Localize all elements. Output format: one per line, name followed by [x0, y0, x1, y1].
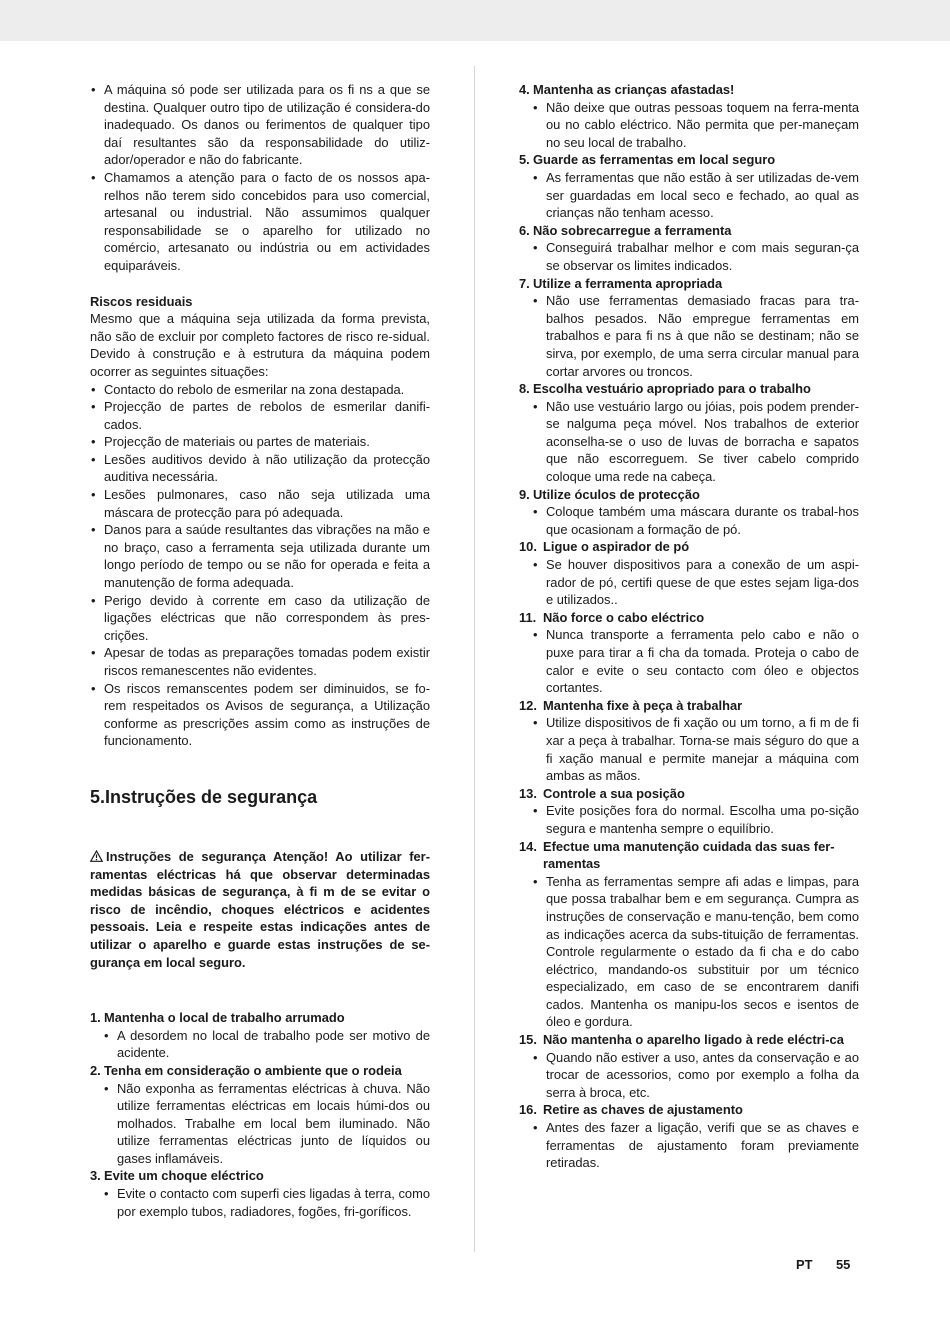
item-title: Não force o cabo eléctrico — [543, 609, 705, 625]
item-bullets — [532, 503, 859, 538]
item-heading — [519, 785, 859, 803]
item-title: Utilize óculos de protecção — [533, 486, 700, 502]
item-heading — [519, 151, 859, 169]
list-item: • A desordem no local de trabalho pode ser motivo de acidente. — [103, 1027, 430, 1062]
item-heading — [519, 697, 859, 715]
list-item: • Danos para a saúde resultantes das vibrações na mão e no braço, caso a ferramenta seja utilizada durante um longo período de tempo ou se não for operada e feita a manutenção de forma adequada. — [90, 521, 430, 591]
item-bullets — [532, 1119, 859, 1172]
item-title: Não mantenha o aparelho ligado à rede eléctri-ca — [543, 1032, 844, 1048]
item-title: Utilize a ferramenta apropriada — [533, 275, 723, 291]
list-item: • Contacto do rebolo de esmerilar na zona destapada. — [90, 381, 430, 399]
warning-triangle-icon — [90, 850, 103, 862]
list-item: • Projecção de materiais ou partes de materiais. — [90, 433, 430, 451]
item-bullets — [532, 169, 859, 222]
item-heading — [519, 275, 859, 293]
list-item: • Não use ferramentas demasiado fracas para tra-balhos pesados. Não empregue ferramentas em trabalhos e para fi ns à que não se destinam; não se sirva, por exemplo, de uma serra circular manual para cortar arvores ou troncos. — [532, 292, 859, 380]
item-number: 5. — [519, 152, 530, 168]
item-number: 13. — [519, 785, 537, 801]
list-item: • Nunca transporte a ferramenta pelo cabo e não o puxe para tirar a fi cha da tomada. Proteja o cabo de calor e evite o seu contacto com óleo e objectos cortantes. — [532, 626, 859, 696]
item-title: Mantenha as crianças afastadas! — [533, 82, 735, 97]
list-item: • Coloque também uma máscara durante os trabal-hos que ocasionam a formação de pó. — [532, 503, 859, 538]
list-item: • Apesar de todas as preparações tomadas podem existir riscos remanescentes não evidentes. — [90, 644, 430, 679]
item-bullets — [532, 873, 859, 1031]
item-heading — [90, 1009, 430, 1027]
item-bullets — [532, 714, 859, 784]
riscos-intro: Mesmo que a máquina seja utilizada da forma prevista, não são de excluir por completo factores de risco re-sidual. Devido à construção e à estrutura da máquina podem ocorrer as seguintes situações: — [90, 311, 430, 379]
list-item: • Projecção de partes de rebolos de esmerilar danifi-cados. — [90, 398, 430, 433]
list-item: • Se houver dispositivos para a conexão de um aspi-rador de pó, certifi quese de que estes sejam liga-dos e utilizados.. — [532, 556, 859, 609]
list-item: • Lesões pulmonares, caso não seja utilizada uma máscara de protecção para pó adequada. — [90, 486, 430, 521]
item-heading — [519, 81, 859, 99]
left-column — [90, 81, 430, 1220]
item-number: 1. — [90, 1010, 101, 1026]
list-item: • Lesões auditivos devido à não utilização da protecção auditiva necessária. — [90, 451, 430, 486]
item-heading — [519, 609, 859, 627]
warning-block — [90, 848, 430, 971]
list-item: • Não exponha as ferramentas eléctricas à chuva. Não utilize ferramentas eléctricas em locais húmi-dos ou molhados. Trabalhe em local bem iluminado. Não utilize ferramentas eléctricas junto de líquidos ou gases inflamáveis. — [103, 1080, 430, 1168]
list-item: • Chamamos a atenção para o facto de os nossos apa-relhos não terem sido concebidos para uso comercial, artesanal ou industrial. Não assumimos qualquer responsabilidade se o aparelho for utilizado no comércio, artesanato ou indústria ou em actividades equiparáveis. — [90, 169, 430, 275]
item-title: Ligue o aspirador de pó — [543, 539, 690, 555]
list-item: • Quando não estiver a uso, antes da conservação e ao trocar de acessorios, como por exemplo a folha da serra à broca, etc. — [532, 1049, 859, 1102]
item-title: Guarde as ferramentas em local seguro — [533, 152, 776, 168]
item-bullets — [532, 556, 859, 609]
item-number: 11. — [519, 609, 537, 625]
item-heading — [519, 222, 859, 240]
item-title: Controle a sua posição — [543, 785, 685, 801]
item-title: Tenha em consideração o ambiente que o rodeia — [104, 1062, 402, 1078]
list-item: • Não use vestuário largo ou jóias, pois podem prender-se nalguma peça móvel. Nos trabalhos de exterior aconselha-se o uso de luvas de borracha e sapatos que não escorreguem. Se tiver cabelo comprido coloque uma rede na cabeça. — [532, 398, 859, 486]
item-heading — [519, 380, 859, 398]
item-number: 9. — [519, 486, 530, 502]
list-item: • Conseguirá trabalhar melhor e com mais seguran-ça se observar os limites indicados. — [532, 239, 859, 274]
item-bullets — [532, 292, 859, 380]
item-number: 6. — [519, 222, 530, 238]
item-number: 16. — [519, 1102, 537, 1118]
item-number: 15. — [519, 1032, 537, 1048]
item-title: Retire as chaves de ajustamento — [543, 1102, 743, 1118]
item-heading — [519, 1031, 859, 1049]
item-title: Efectue uma manutenção cuidada das suas fer-ramentas — [543, 838, 835, 872]
list-item: • Utilize dispositivos de fi xação ou um torno, a fi m de fi xar a peça à trabalhar. Torna-se mais séguro do que a fi xação manual e permite manejar a máquina com ambas as mãos. — [532, 714, 859, 784]
riscos-list — [90, 381, 430, 750]
item-number: 12. — [519, 697, 537, 713]
top-band — [0, 0, 950, 41]
item-title: Não sobrecarregue a ferramenta — [533, 222, 732, 238]
item-number: 4. — [519, 82, 530, 97]
item-number: 7. — [519, 275, 530, 291]
item-bullets — [103, 1185, 430, 1220]
footer-page-number: 55 — [836, 1257, 851, 1272]
item-heading — [519, 486, 859, 504]
right-column — [519, 81, 859, 1172]
intro-list — [90, 81, 430, 275]
section-title: 5.Instruções de segurança — [90, 786, 318, 807]
footer-language: PT — [796, 1257, 813, 1272]
item-heading — [519, 838, 859, 873]
item-number: 8. — [519, 381, 530, 397]
item-title: Evite um choque eléctrico — [104, 1168, 264, 1184]
item-title: Escolha vestuário apropriado para o trabalho — [533, 381, 811, 397]
list-item: • A máquina só pode ser utilizada para os fi ns a que se destina. Qualquer outro tipo de utilização é considera-do inadequado. Os danos ou ferimentos de qualquer tipo daí resultantes são da responsabilidade do utiliz-ador/operador e não do fabricante. — [90, 81, 430, 169]
list-item: • Os riscos remanscentes podem ser diminuidos, se fo-rem respeitados os Avisos de segurança, a Utilização conforme as prescrições assim como as instruções de funcionamento. — [90, 680, 430, 750]
item-bullets — [532, 1049, 859, 1102]
list-item: • As ferramentas que não estão à ser utilizadas de-vem ser guardadas em local seco e fechado, ao qual as crianças não tenham acesso. — [532, 169, 859, 222]
item-number: 2. — [90, 1062, 101, 1078]
column-divider — [474, 66, 475, 1252]
item-bullets — [532, 239, 859, 274]
item-title: Mantenha fixe à peça à trabalhar — [543, 697, 743, 713]
warning-text: Instruções de segurança Atenção! Ao utilizar fer-ramentas eléctricas há que observar determinadas medidas básicas de segurança, à fi m de se evitar o risco de incêndio, choques eléctricos e acidentes pessoais. Leia e respeite estas indicações antes de utilizar o aparelho e guarde estas instruções de se-gurança em local seguro. — [90, 848, 430, 970]
item-bullets — [103, 1027, 430, 1062]
riscos-heading: Riscos residuais — [90, 293, 193, 309]
item-bullets — [103, 1080, 430, 1168]
list-item: • Não deixe que outras pessoas toquem na ferra-menta ou no cablo eléctrico. Não permita que per-maneçam no seu local de trabalho. — [532, 99, 859, 152]
list-item: • Antes des fazer a ligação, verifi que se as chaves e ferramentas de ajustamento foram previamente retiradas. — [532, 1119, 859, 1172]
list-item: • Evite o contacto com superfi cies ligadas à terra, como por exemplo tubos, radiadores, fogões, fri-goríficos. — [103, 1185, 430, 1220]
item-number: 14. — [519, 838, 537, 854]
item-heading — [519, 538, 859, 556]
item-bullets — [532, 802, 859, 837]
instructions-list-left — [90, 1009, 430, 1220]
item-bullets — [532, 99, 859, 152]
item-heading — [90, 1167, 430, 1185]
item-bullets — [532, 398, 859, 486]
list-item: • Perigo devido à corrente em caso da utilização de ligações eléctricas que não correspondem às pres-crições. — [90, 592, 430, 645]
item-heading — [519, 1101, 859, 1119]
item-bullets — [532, 626, 859, 696]
item-heading — [90, 1062, 430, 1080]
item-number: 3. — [90, 1168, 101, 1184]
list-item: • Evite posições fora do normal. Escolha uma po-sição segura e mantenha sempre o equilíbrio. — [532, 802, 859, 837]
list-item: • Tenha as ferramentas sempre afi adas e limpas, para que possa trabalhar bem e em segurança. Cumpra as instruções de conservação e manu-tenção, bem como as indicações acerca da subs-tituição de ferramentas. Controle regularmente o estado da fi cha e do cabo eléctrico, mandando-os substituir por um técnico especializado, em caso de se encontrarem danifi cados. Mantenha os manipu-los secos e isentos de óleo e gordura. — [532, 873, 859, 1031]
item-number: 10. — [519, 539, 537, 555]
item-title: Mantenha o local de trabalho arrumado — [104, 1010, 345, 1026]
